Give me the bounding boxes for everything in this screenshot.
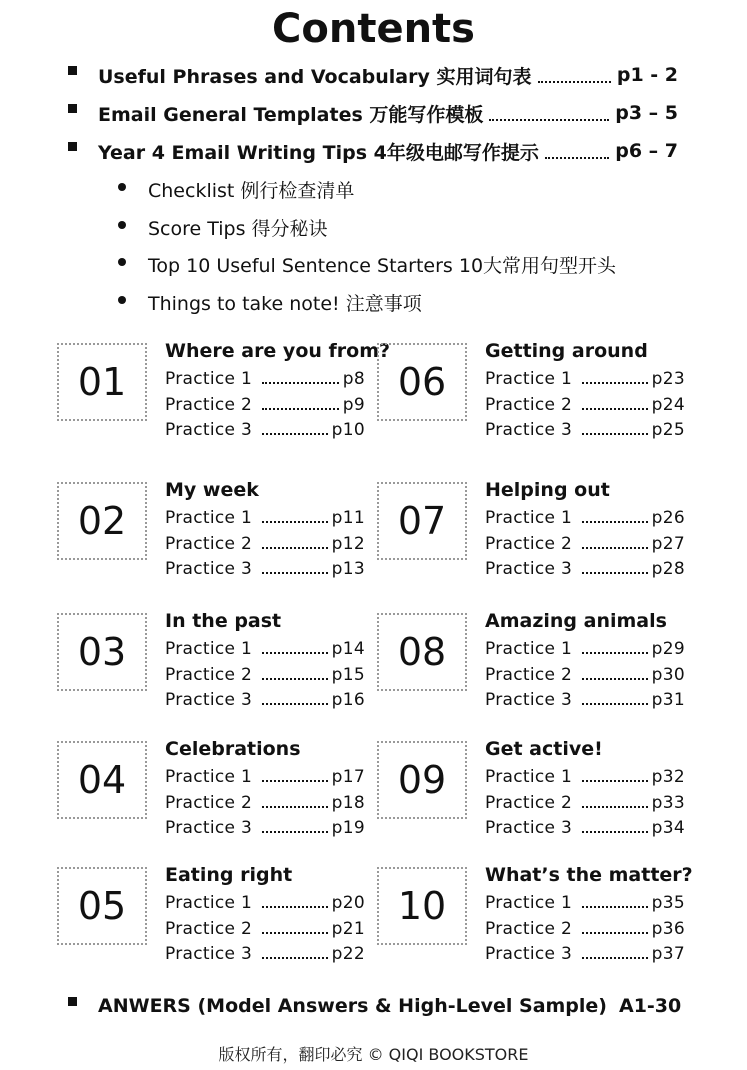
toc-item-label: ANWERS (Model Answers & High-Level Sample) <box>98 995 607 1017</box>
toc-item-label: Year 4 Email Writing Tips 4年级电邮写作提示 <box>98 141 539 164</box>
practice-row[interactable] <box>485 395 685 415</box>
practice-page: p12 <box>331 534 365 554</box>
practice-label: Practice 3 <box>485 690 573 710</box>
unit-number-box: 04 <box>57 741 147 819</box>
dot-leader <box>262 931 328 934</box>
practice-label: Practice 1 <box>485 767 573 787</box>
practice-page: p15 <box>331 665 365 685</box>
practice-label: Practice 3 <box>165 690 253 710</box>
practice-row[interactable] <box>165 665 365 685</box>
dot-leader <box>582 956 648 959</box>
practice-label: Practice 1 <box>165 639 253 659</box>
dot-leader <box>582 905 648 908</box>
dot-leader <box>582 432 648 435</box>
dot-leader <box>582 520 648 523</box>
unit-title: In the past <box>165 610 282 632</box>
unit-number-box: 10 <box>377 867 467 945</box>
practice-label: Practice 2 <box>485 665 573 685</box>
dot-leader <box>262 651 328 654</box>
practice-row[interactable] <box>485 793 685 813</box>
practice-label: Practice 2 <box>165 395 253 415</box>
sub-item-label: Score Tips 得分秘诀 <box>148 218 328 240</box>
practice-page: p34 <box>651 818 685 838</box>
practice-page: p24 <box>651 395 685 415</box>
unit-08[interactable] <box>377 610 697 723</box>
practice-label: Practice 2 <box>485 534 573 554</box>
practice-row[interactable] <box>485 559 685 579</box>
dot-leader <box>582 805 648 808</box>
practice-page: p23 <box>651 369 685 389</box>
practice-row[interactable] <box>165 944 365 964</box>
practice-page: p29 <box>651 639 685 659</box>
sub-item-label: Checklist 例行检查清单 <box>148 180 355 202</box>
practice-label: Practice 3 <box>165 559 253 579</box>
practice-label: Practice 2 <box>165 793 253 813</box>
toc-item-tips[interactable] <box>68 137 678 165</box>
unit-title: What’s the matter? <box>485 864 693 886</box>
practice-label: Practice 1 <box>485 639 573 659</box>
dot-leader <box>582 546 648 549</box>
dot-leader <box>582 571 648 574</box>
practice-page: p36 <box>651 919 685 939</box>
practice-row[interactable] <box>165 767 365 787</box>
dot-leader <box>262 956 328 959</box>
practice-label: Practice 2 <box>165 919 253 939</box>
dot-leader <box>489 105 609 121</box>
practice-page: p21 <box>331 919 365 939</box>
practice-label: Practice 2 <box>165 534 253 554</box>
unit-03[interactable] <box>57 610 377 723</box>
unit-title: Amazing animals <box>485 610 667 632</box>
sub-item-checklist <box>118 176 354 203</box>
unit-number-box: 01 <box>57 343 147 421</box>
practice-row[interactable] <box>165 395 365 415</box>
practice-page: p25 <box>651 420 685 440</box>
unit-title: Getting around <box>485 340 648 362</box>
practice-label: Practice 1 <box>165 767 253 787</box>
round-bullet-icon <box>118 296 126 304</box>
unit-number-box: 05 <box>57 867 147 945</box>
practice-label: Practice 3 <box>485 818 573 838</box>
toc-item-label: Email General Templates 万能写作模板 <box>98 103 484 126</box>
dot-leader <box>582 677 648 680</box>
practice-page: p32 <box>651 767 685 787</box>
dot-leader <box>262 702 328 705</box>
toc-item-page: p1 - 2 <box>616 64 678 86</box>
practice-row[interactable] <box>165 369 365 389</box>
dot-leader <box>582 779 648 782</box>
sub-item-take-note <box>118 289 422 316</box>
practice-row[interactable] <box>165 793 365 813</box>
practice-page: p10 <box>331 420 365 440</box>
round-bullet-icon <box>118 221 126 229</box>
dot-leader <box>582 381 648 384</box>
practice-row[interactable] <box>165 919 365 939</box>
practice-label: Practice 3 <box>485 559 573 579</box>
unit-10[interactable] <box>377 864 697 977</box>
practice-page: p28 <box>651 559 685 579</box>
dot-leader <box>262 805 328 808</box>
practice-label: Practice 1 <box>165 508 253 528</box>
practice-row[interactable] <box>485 369 685 389</box>
unit-title: Eating right <box>165 864 293 886</box>
dot-leader <box>262 432 328 435</box>
unit-number-box: 03 <box>57 613 147 691</box>
practice-label: Practice 2 <box>165 665 253 685</box>
round-bullet-icon <box>118 258 126 266</box>
practice-page: p33 <box>651 793 685 813</box>
practice-row[interactable] <box>485 420 685 440</box>
unit-06[interactable] <box>377 340 697 453</box>
practice-row[interactable] <box>485 818 685 838</box>
unit-number-box: 02 <box>57 482 147 560</box>
dot-leader <box>262 407 339 410</box>
practice-page: p16 <box>331 690 365 710</box>
practice-label: Practice 2 <box>485 793 573 813</box>
practice-page: p30 <box>651 665 685 685</box>
unit-07[interactable] <box>377 479 697 592</box>
practice-page: p37 <box>651 944 685 964</box>
practice-row[interactable] <box>485 690 685 710</box>
practice-page: p18 <box>331 793 365 813</box>
toc-item-page: p3 – 5 <box>615 102 678 124</box>
practice-row[interactable] <box>165 690 365 710</box>
practice-label: Practice 3 <box>165 944 253 964</box>
practice-label: Practice 1 <box>165 893 253 913</box>
practice-row[interactable] <box>165 893 365 913</box>
practice-label: Practice 1 <box>485 893 573 913</box>
practice-row[interactable] <box>485 508 685 528</box>
practice-page: p26 <box>651 508 685 528</box>
sub-item-label: Top 10 Useful Sentence Starters 10大常用句型开头 <box>148 255 617 277</box>
sub-item-sentence-starters <box>118 251 616 278</box>
practice-row[interactable] <box>165 534 365 554</box>
dot-leader <box>262 830 328 833</box>
practice-row[interactable] <box>165 639 365 659</box>
unit-title: Get active! <box>485 738 603 760</box>
practice-row[interactable] <box>485 534 685 554</box>
unit-title: Helping out <box>485 479 610 501</box>
practice-page: p22 <box>331 944 365 964</box>
unit-title: My week <box>165 479 259 501</box>
dot-leader <box>545 143 609 159</box>
practice-page: p19 <box>331 818 365 838</box>
practice-page: p27 <box>651 534 685 554</box>
practice-row[interactable] <box>165 559 365 579</box>
dot-leader <box>582 931 648 934</box>
practice-row[interactable] <box>485 919 685 939</box>
unit-02[interactable] <box>57 479 377 592</box>
practice-row[interactable] <box>485 665 685 685</box>
dot-leader <box>262 546 328 549</box>
dot-leader <box>262 677 328 680</box>
unit-04[interactable] <box>57 738 377 851</box>
practice-row[interactable] <box>485 944 685 964</box>
unit-05[interactable] <box>57 864 377 977</box>
dot-leader <box>582 407 648 410</box>
dot-leader <box>582 702 648 705</box>
practice-row[interactable] <box>165 818 365 838</box>
unit-number-box: 08 <box>377 613 467 691</box>
practice-row[interactable] <box>165 508 365 528</box>
unit-title: Where are you from? <box>165 340 391 362</box>
dot-leader <box>262 779 328 782</box>
practice-row[interactable] <box>485 767 685 787</box>
toc-item-phrases[interactable] <box>68 61 678 89</box>
unit-title: Celebrations <box>165 738 301 760</box>
practice-label: Practice 2 <box>485 919 573 939</box>
unit-number-box: 06 <box>377 343 467 421</box>
sub-item-score-tips <box>118 214 328 241</box>
square-bullet-icon <box>68 104 77 113</box>
toc-item-label: Useful Phrases and Vocabulary 实用词句表 <box>98 65 532 88</box>
practice-label: Practice 3 <box>485 944 573 964</box>
dot-leader <box>538 67 611 83</box>
square-bullet-icon <box>68 142 77 151</box>
dot-leader <box>262 571 328 574</box>
toc-item-page: p6 – 7 <box>615 140 678 162</box>
page-title: Contents <box>272 6 475 52</box>
practice-row[interactable] <box>165 420 365 440</box>
toc-item-templates[interactable] <box>68 99 678 127</box>
practice-page: p13 <box>331 559 365 579</box>
unit-number-box: 07 <box>377 482 467 560</box>
dot-leader <box>262 520 328 523</box>
practice-label: Practice 1 <box>485 508 573 528</box>
practice-page: p14 <box>331 639 365 659</box>
practice-label: Practice 1 <box>165 369 253 389</box>
unit-01[interactable] <box>57 340 391 453</box>
practice-page: p35 <box>651 893 685 913</box>
practice-label: Practice 2 <box>485 395 573 415</box>
practice-row[interactable] <box>485 893 685 913</box>
copyright-footer: 版权所有，翻印必究 © QIQI BOOKSTORE <box>218 1045 529 1064</box>
practice-page: p17 <box>331 767 365 787</box>
square-bullet-icon <box>68 66 77 75</box>
practice-label: Practice 1 <box>485 369 573 389</box>
dot-leader <box>262 905 328 908</box>
practice-label: Practice 3 <box>165 818 253 838</box>
round-bullet-icon <box>118 183 126 191</box>
practice-page: p9 <box>342 395 365 415</box>
unit-09[interactable] <box>377 738 697 851</box>
dot-leader <box>582 651 648 654</box>
practice-page: p20 <box>331 893 365 913</box>
practice-page: p8 <box>342 369 365 389</box>
practice-page: p11 <box>331 508 365 528</box>
sub-item-label: Things to take note! 注意事项 <box>148 293 422 315</box>
dot-leader <box>582 830 648 833</box>
practice-page: p31 <box>651 690 685 710</box>
practice-label: Practice 3 <box>485 420 573 440</box>
square-bullet-icon <box>68 997 77 1006</box>
unit-number-box: 09 <box>377 741 467 819</box>
toc-item-answers[interactable] <box>68 992 682 1020</box>
toc-item-page: A1-30 <box>619 995 682 1017</box>
dot-leader <box>262 381 339 384</box>
practice-label: Practice 3 <box>165 420 253 440</box>
practice-row[interactable] <box>485 639 685 659</box>
